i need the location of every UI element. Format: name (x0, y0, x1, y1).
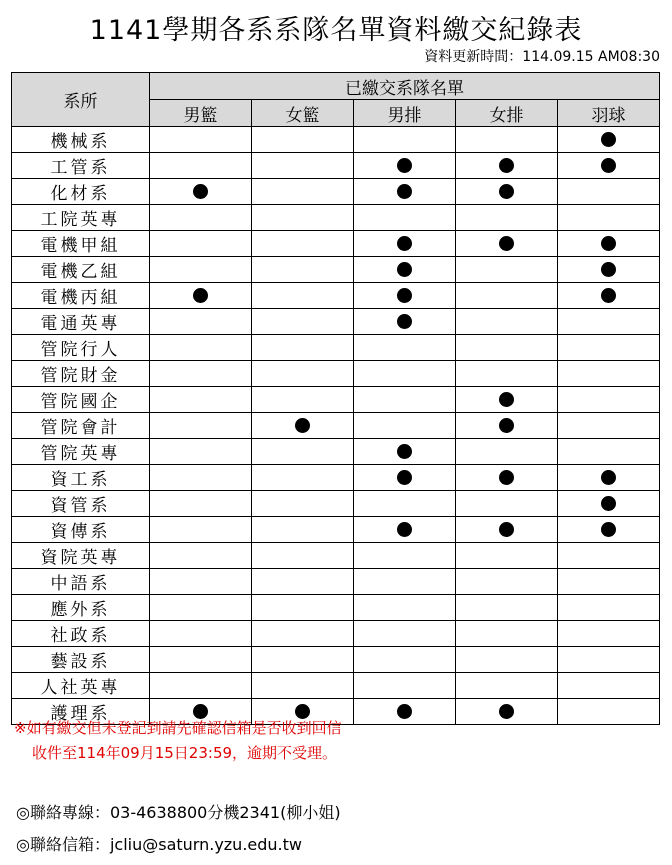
status-cell (456, 595, 558, 621)
table-row (12, 569, 660, 595)
submitted-group-header: 已繳交系隊名單 (150, 73, 660, 100)
submitted-dot-icon (397, 704, 412, 719)
notice-line-1: ※如有繳交但未登記到請先確認信箱是否收到回信 (14, 719, 342, 737)
status-cell (354, 699, 456, 725)
dept-name: 電機甲組 (12, 231, 150, 257)
status-cell (150, 673, 252, 699)
status-cell (150, 647, 252, 673)
status-cell (252, 153, 354, 179)
status-cell (252, 595, 354, 621)
status-cell (354, 543, 456, 569)
dept-name: 人社英專 (12, 673, 150, 699)
status-cell (252, 283, 354, 309)
dept-name: 管院英專 (12, 439, 150, 465)
status-cell (252, 205, 354, 231)
status-cell (252, 673, 354, 699)
dept-name: 應外系 (12, 595, 150, 621)
status-cell (150, 309, 252, 335)
dept-name: 電通英專 (12, 309, 150, 335)
submitted-dot-icon (397, 184, 412, 199)
status-cell (354, 335, 456, 361)
submitted-dot-icon (397, 444, 412, 459)
status-cell (150, 205, 252, 231)
status-cell (354, 309, 456, 335)
status-cell (150, 439, 252, 465)
status-cell (558, 179, 660, 205)
status-cell (456, 647, 558, 673)
table-row (12, 647, 660, 673)
status-cell (456, 309, 558, 335)
team-header: 男排 (354, 100, 456, 127)
status-cell (456, 413, 558, 439)
status-cell (354, 205, 456, 231)
status-cell (252, 309, 354, 335)
submitted-dot-icon (193, 184, 208, 199)
table-row (12, 153, 660, 179)
table-row (12, 673, 660, 699)
status-cell (354, 179, 456, 205)
status-cell (150, 517, 252, 543)
submitted-dot-icon (601, 522, 616, 537)
dept-name: 工院英專 (12, 205, 150, 231)
status-cell (558, 569, 660, 595)
submitted-dot-icon (601, 288, 616, 303)
status-cell (558, 387, 660, 413)
status-cell (150, 621, 252, 647)
status-cell (150, 153, 252, 179)
status-cell (456, 205, 558, 231)
status-cell (150, 595, 252, 621)
team-header: 羽球 (558, 100, 660, 127)
submitted-dot-icon (193, 288, 208, 303)
table-row (12, 127, 660, 153)
status-cell (354, 361, 456, 387)
status-cell (252, 491, 354, 517)
status-cell (558, 413, 660, 439)
table-row (12, 517, 660, 543)
dept-name: 管院財金 (12, 361, 150, 387)
status-cell (558, 283, 660, 309)
status-cell (558, 309, 660, 335)
status-cell (252, 231, 354, 257)
status-cell (150, 491, 252, 517)
status-cell (252, 387, 354, 413)
submitted-dot-icon (499, 158, 514, 173)
table-row (12, 335, 660, 361)
dept-name: 管院國企 (12, 387, 150, 413)
submitted-dot-icon (499, 522, 514, 537)
status-cell (354, 153, 456, 179)
submitted-dot-icon (397, 314, 412, 329)
status-cell (558, 335, 660, 361)
status-cell (456, 231, 558, 257)
status-cell (252, 179, 354, 205)
dept-name: 中語系 (12, 569, 150, 595)
team-header: 男籃 (150, 100, 252, 127)
status-cell (354, 257, 456, 283)
status-cell (354, 621, 456, 647)
dept-name: 社政系 (12, 621, 150, 647)
status-cell (558, 439, 660, 465)
dept-name: 資傳系 (12, 517, 150, 543)
status-cell (252, 543, 354, 569)
submitted-dot-icon (601, 262, 616, 277)
status-cell (456, 465, 558, 491)
table-row (12, 309, 660, 335)
status-cell (252, 361, 354, 387)
status-cell (456, 621, 558, 647)
status-cell (354, 413, 456, 439)
status-cell (150, 569, 252, 595)
status-cell (150, 543, 252, 569)
submitted-dot-icon (499, 392, 514, 407)
status-cell (456, 439, 558, 465)
table-row (12, 257, 660, 283)
status-cell (150, 413, 252, 439)
submitted-dot-icon (295, 418, 310, 433)
status-cell (354, 595, 456, 621)
status-cell (456, 491, 558, 517)
table-row (12, 621, 660, 647)
status-cell (558, 361, 660, 387)
status-cell (558, 673, 660, 699)
page-title: 1141學期各系系隊名單資料繳交紀錄表 (89, 15, 583, 46)
submission-table (11, 72, 660, 725)
status-cell (558, 595, 660, 621)
status-cell (558, 231, 660, 257)
dept-column-header: 系所 (12, 73, 150, 127)
dept-name: 機械系 (12, 127, 150, 153)
status-cell (354, 127, 456, 153)
table-row (12, 465, 660, 491)
status-cell (456, 543, 558, 569)
table-row (12, 543, 660, 569)
table-row (12, 283, 660, 309)
table-row (12, 231, 660, 257)
status-cell (456, 361, 558, 387)
table-row (12, 491, 660, 517)
status-cell (150, 127, 252, 153)
status-cell (354, 231, 456, 257)
status-cell (150, 231, 252, 257)
status-cell (456, 179, 558, 205)
status-cell (354, 569, 456, 595)
status-cell (354, 647, 456, 673)
table-row (12, 361, 660, 387)
dept-name: 工管系 (12, 153, 150, 179)
submitted-dot-icon (601, 132, 616, 147)
status-cell (354, 673, 456, 699)
status-cell (354, 517, 456, 543)
status-cell (150, 179, 252, 205)
status-cell (558, 647, 660, 673)
submitted-dot-icon (499, 704, 514, 719)
status-cell (150, 335, 252, 361)
table-row (12, 205, 660, 231)
submitted-dot-icon (397, 236, 412, 251)
status-cell (252, 517, 354, 543)
submitted-dot-icon (397, 522, 412, 537)
table-row (12, 179, 660, 205)
status-cell (150, 361, 252, 387)
dept-name: 電機丙組 (12, 283, 150, 309)
update-time: 資料更新時間：114.09.15 AM08:30 (424, 49, 660, 65)
submitted-dot-icon (397, 288, 412, 303)
dept-name: 藝設系 (12, 647, 150, 673)
status-cell (558, 543, 660, 569)
team-header: 女籃 (252, 100, 354, 127)
dept-name: 資工系 (12, 465, 150, 491)
status-cell (252, 127, 354, 153)
status-cell (456, 673, 558, 699)
status-cell (456, 257, 558, 283)
status-cell (456, 283, 558, 309)
status-cell (456, 335, 558, 361)
contact-phone: ◎聯絡專線：03-4638800分機2341(柳小姐) (16, 803, 341, 822)
status-cell (558, 205, 660, 231)
status-cell (252, 465, 354, 491)
submitted-dot-icon (499, 418, 514, 433)
status-cell (456, 517, 558, 543)
status-cell (558, 621, 660, 647)
status-cell (150, 465, 252, 491)
status-cell (558, 127, 660, 153)
status-cell (354, 491, 456, 517)
submitted-dot-icon (397, 470, 412, 485)
submitted-dot-icon (601, 158, 616, 173)
status-cell (558, 517, 660, 543)
status-cell (558, 699, 660, 725)
submitted-dot-icon (499, 184, 514, 199)
status-cell (354, 283, 456, 309)
status-cell (252, 621, 354, 647)
status-cell (354, 439, 456, 465)
notice-line-2: 收件至114年09月15日23:59，逾期不受理。 (32, 744, 338, 762)
dept-name: 化材系 (12, 179, 150, 205)
dept-name: 電機乙組 (12, 257, 150, 283)
submitted-dot-icon (499, 470, 514, 485)
submitted-dot-icon (397, 262, 412, 277)
status-cell (456, 127, 558, 153)
status-cell (252, 569, 354, 595)
status-cell (252, 335, 354, 361)
status-cell (150, 283, 252, 309)
table-row (12, 439, 660, 465)
status-cell (354, 387, 456, 413)
status-cell (252, 413, 354, 439)
notice (14, 716, 342, 766)
submitted-dot-icon (499, 236, 514, 251)
status-cell (558, 153, 660, 179)
status-cell (456, 699, 558, 725)
status-cell (456, 387, 558, 413)
dept-name: 護理系 (12, 699, 150, 725)
status-cell (252, 439, 354, 465)
status-cell (252, 647, 354, 673)
status-cell (456, 153, 558, 179)
status-cell (150, 387, 252, 413)
status-cell (558, 465, 660, 491)
team-header: 女排 (456, 100, 558, 127)
contact-email: ◎聯絡信箱：jcliu@saturn.yzu.edu.tw (16, 835, 302, 854)
status-cell (558, 257, 660, 283)
dept-name: 資院英專 (12, 543, 150, 569)
dept-name: 資管系 (12, 491, 150, 517)
submitted-dot-icon (601, 496, 616, 511)
status-cell (150, 257, 252, 283)
status-cell (558, 491, 660, 517)
submitted-dot-icon (601, 470, 616, 485)
submitted-dot-icon (601, 236, 616, 251)
status-cell (354, 465, 456, 491)
status-cell (252, 257, 354, 283)
dept-name: 管院會計 (12, 413, 150, 439)
table-row (12, 387, 660, 413)
dept-name: 管院行人 (12, 335, 150, 361)
submitted-dot-icon (397, 158, 412, 173)
table-row (12, 595, 660, 621)
table-row (12, 413, 660, 439)
status-cell (456, 569, 558, 595)
